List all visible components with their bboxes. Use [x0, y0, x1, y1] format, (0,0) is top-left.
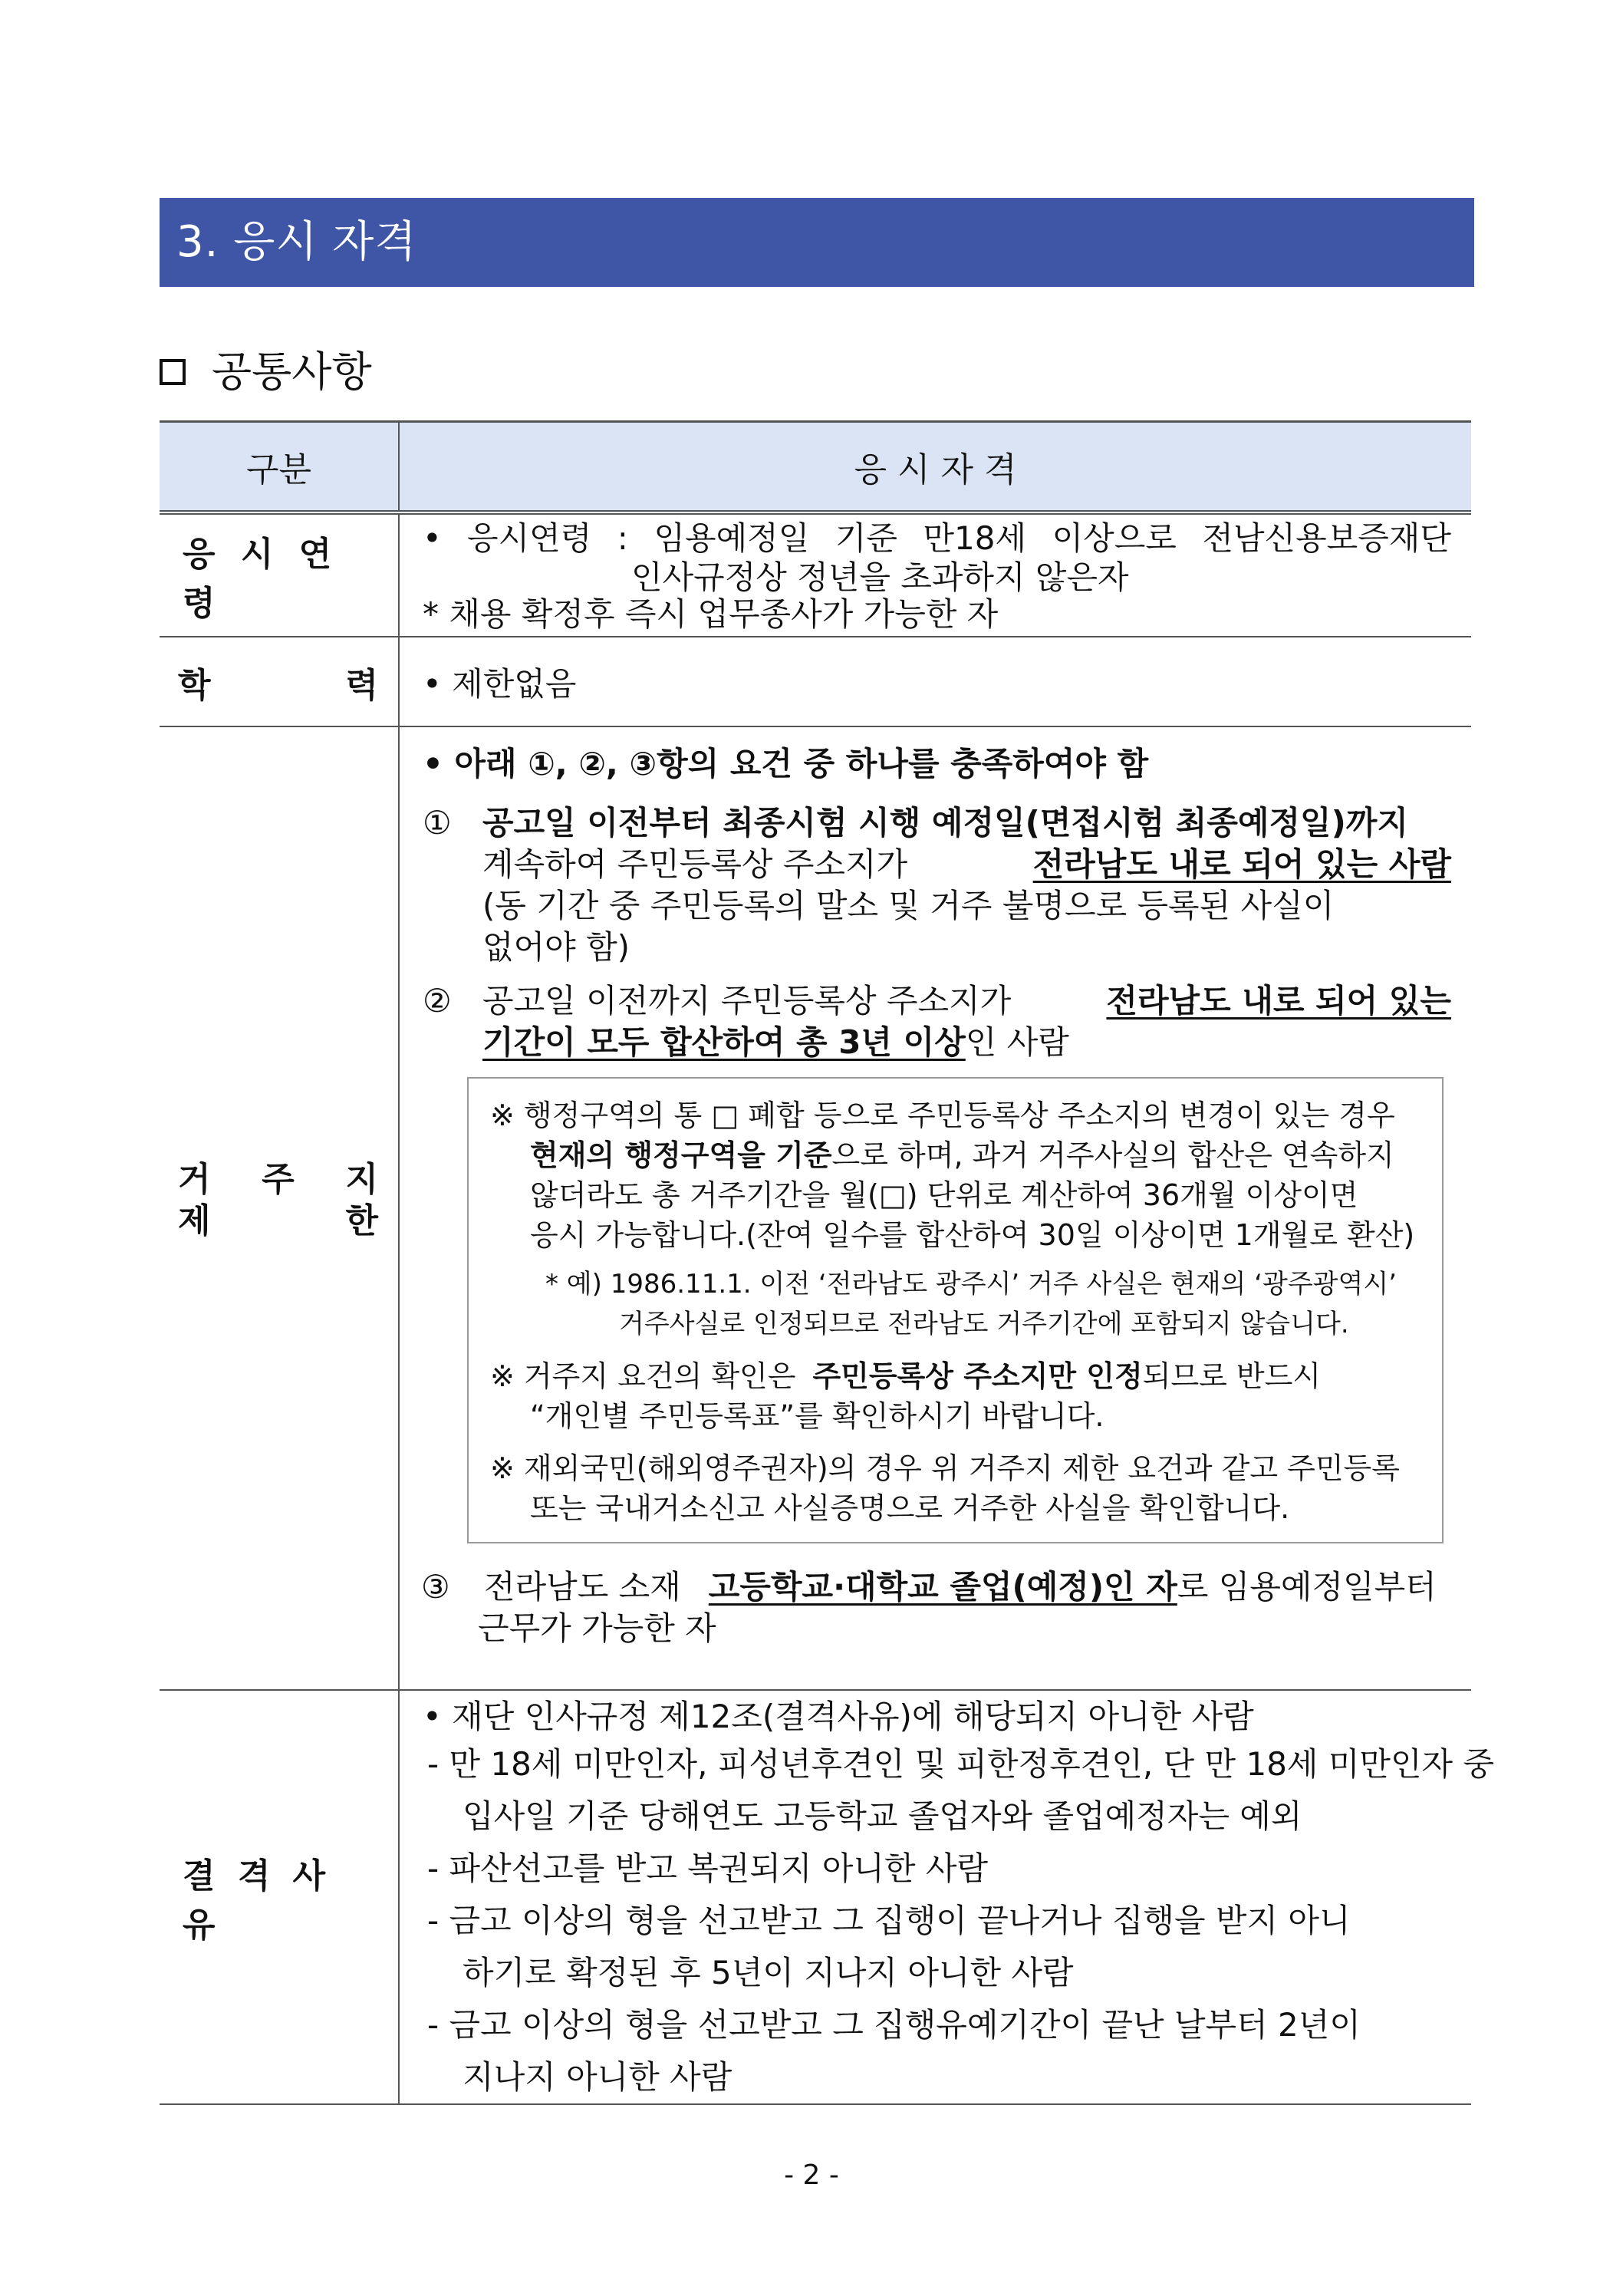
qualification-table — [160, 420, 1495, 2105]
row-label-residence — [160, 726, 399, 1690]
header-category: 구분 — [160, 422, 399, 513]
item2-line-2: 인 사람 — [965, 1023, 1069, 1061]
subsection-heading — [160, 345, 372, 399]
age-line-2: 인사규정상 정년을 초과하지 않은자 — [631, 558, 1129, 596]
item1-line-2: 계속하여 주민등록상 주소지가 — [482, 845, 908, 883]
note-1-line-1: ※ 행정구역의 통 □ 폐합 등으로 주민등록상 주소지의 변경이 있는 경우 — [490, 1099, 1395, 1132]
table-row-residence — [160, 726, 1471, 1690]
age-word: 임용예정일 — [653, 519, 810, 557]
age-label: 응 시 연 령 — [183, 535, 332, 623]
item3-line-1: 전라남도 소재 — [484, 1568, 681, 1606]
note-1-line-3: 않더라도 총 거주기간을 월(□) 단위로 계산하여 36개월 이상이면 — [530, 1178, 1358, 1212]
disqualification-item-cont: 하기로 확정된 후 5년이 지나지 아니한 사람 — [463, 1954, 1074, 1991]
item2-line-1: 공고일 이전까지 주민등록상 주소지가 — [482, 982, 1012, 1020]
age-word: 만18세 — [923, 519, 1027, 557]
age-word: 응시연령 — [467, 519, 592, 557]
note-1-line-4: 응시 가능합니다.(잔여 일수를 합산하여 30일 이상이면 1개월로 환산) — [530, 1218, 1415, 1252]
residence-label-char: 한 — [345, 1201, 378, 1240]
item-number: ② — [423, 982, 452, 1020]
residence-item-2 — [423, 980, 1451, 1063]
item3-line-2: 근무가 가능한 자 — [478, 1609, 716, 1647]
age-word: 전남신용보증재단 — [1202, 519, 1451, 557]
note-3-line-2: 또는 국내거소신고 사실증명으로 거주한 사실을 확인합니다. — [530, 1491, 1290, 1525]
education-content: • 제한없음 — [399, 637, 1471, 726]
disqualification-item: - 파산선고를 받고 복권되지 아니한 사람 — [427, 1850, 989, 1887]
disqualification-item: - 금고 이상의 형을 선고받고 그 집행이 끝나거나 집행을 받지 아니 — [427, 1902, 1351, 1939]
note-2-emphasis: 주민등록상 주소지만 인정 — [812, 1359, 1143, 1393]
section-title: 3. 응시 자격 — [176, 217, 417, 267]
education-label-char: 학 — [178, 665, 211, 705]
subsection-title: 공통사항 — [212, 348, 372, 396]
note-3-line-1: ※ 재외국민(해외영주권자)의 경우 위 거주지 제한 요건과 같고 주민등록 — [490, 1451, 1400, 1485]
item-number: ③ — [421, 1568, 450, 1606]
note-2-line-1: ※ 거주지 요건의 확인은 — [490, 1359, 796, 1393]
item1-line-1: 공고일 이전부터 최종시험 시행 예정일(면접시험 최종예정일)까지 — [482, 804, 1408, 842]
table-row-age — [160, 512, 1471, 637]
checkbox-square-icon — [160, 359, 186, 385]
page-number: - 2 - — [784, 2159, 839, 2191]
residence-intro: • 아래 ①, ②, ③항의 요건 중 하나를 충족하여야 함 — [423, 745, 1149, 782]
residence-label-char: 주 — [262, 1160, 295, 1199]
residence-item-3 — [423, 1566, 1451, 1649]
disqualification-content — [399, 1690, 1495, 2104]
age-word: 이상으로 — [1052, 519, 1177, 557]
residence-label-char: 거 — [178, 1160, 211, 1199]
note-2-line-2: “개인별 주민등록표”를 확인하시기 바랍니다. — [530, 1399, 1104, 1433]
residence-label-char: 지 — [345, 1160, 378, 1199]
age-bullet: • — [423, 519, 442, 557]
row-label-disqualification — [160, 1690, 399, 2104]
item1-line-4: 없어야 함) — [482, 928, 630, 966]
row-label-education — [160, 637, 399, 726]
table-row-education — [160, 637, 1471, 726]
disqualification-intro: • 재단 인사규정 제12조(결격사유)에 해당되지 아니한 사람 — [423, 1698, 1254, 1735]
disqualification-item: - 금고 이상의 형을 선고받고 그 집행유예기간이 끝난 날부터 2년이 — [427, 2006, 1361, 2044]
item3-emphasis: 고등학교·대학교 졸업(예정)인 자 — [708, 1568, 1177, 1606]
row-label-age — [160, 512, 399, 637]
example-line-1: * 예) 1986.11.1. 이전 ‘전라남도 광주시’ 거주 사실은 현재의 ‘광주광역시’ — [545, 1269, 1397, 1300]
table-header-row — [160, 422, 1471, 513]
disqualification-label: 결 격 사 유 — [183, 1856, 326, 1945]
age-word: : — [617, 519, 628, 557]
note-2-line-1b: 되므로 반드시 — [1142, 1359, 1322, 1393]
age-line-1 — [423, 518, 1471, 559]
disqualification-item-cont: 지나지 아니한 사람 — [463, 2058, 732, 2096]
residence-label-char: 제 — [178, 1201, 211, 1240]
item-number: ① — [423, 804, 452, 842]
age-note: * 채용 확정후 즉시 업무종사가 가능한 자 — [423, 595, 999, 633]
residence-notes-box — [467, 1077, 1444, 1543]
header-qualification: 응 시 자 격 — [399, 422, 1471, 513]
item3-line-1b: 로 임용예정일부터 — [1177, 1568, 1437, 1606]
age-content — [399, 512, 1471, 637]
example-line-2: 거주사실로 인정되므로 전라남도 거주기간에 포함되지 않습니다. — [619, 1309, 1349, 1339]
age-word: 기준 — [835, 519, 897, 557]
item1-line-3: (동 기간 중 주민등록의 말소 및 거주 불명으로 등록된 사실이 — [482, 887, 1335, 924]
education-label-char: 력 — [345, 665, 378, 705]
disqualification-item-cont: 입사일 기준 당해연도 고등학교 졸업자와 졸업예정자는 예외 — [463, 1797, 1302, 1835]
disqualification-item: - 만 18세 미만인자, 피성년후견인 및 피한정후견인, 단 만 18세 미만인자 중 — [427, 1745, 1495, 1783]
item2-emphasis: 기간이 모두 합산하여 총 3년 이상 — [482, 1023, 966, 1061]
item1-emphasis: 전라남도 내로 되어 있는 사람 — [1032, 845, 1451, 883]
section-title-banner — [160, 198, 1474, 287]
note-1-line-2: 으로 하며, 과거 거주사실의 합산은 연속하지 — [831, 1138, 1394, 1172]
table-row-disqualification — [160, 1690, 1471, 2104]
residence-content — [399, 726, 1471, 1690]
note-1-emphasis: 현재의 행정구역을 기준 — [530, 1138, 832, 1172]
item2-emphasis: 전라남도 내로 되어 있는 — [1106, 982, 1451, 1020]
residence-item-1 — [423, 802, 1451, 968]
